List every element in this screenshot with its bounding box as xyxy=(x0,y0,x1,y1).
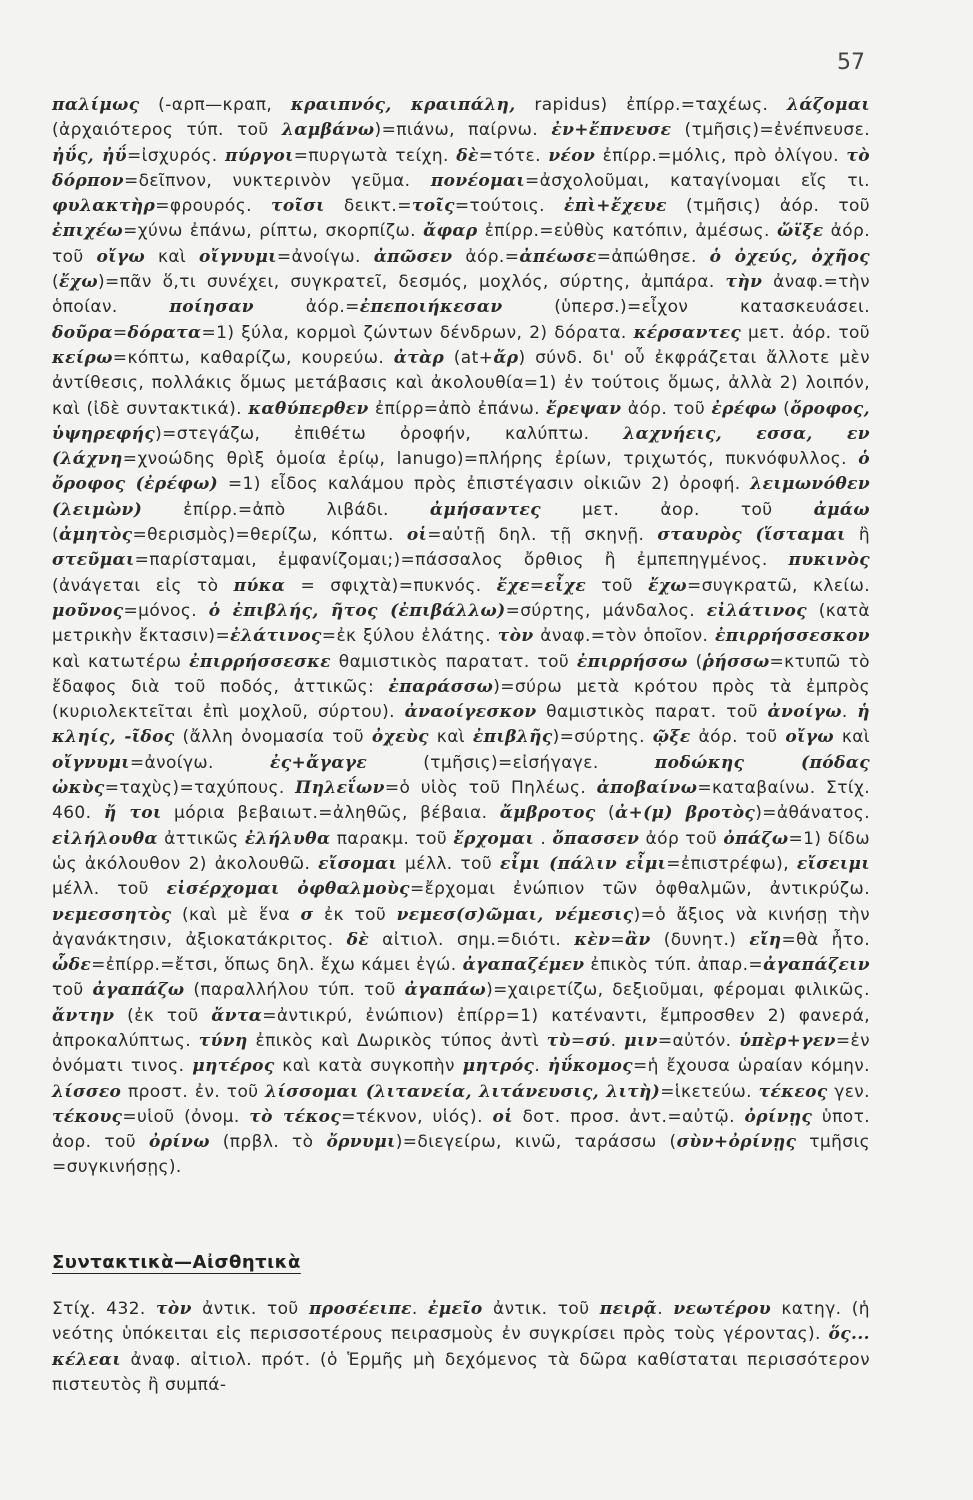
lemma: δὲ xyxy=(346,929,370,950)
gloss-text xyxy=(280,879,298,899)
lemma: οἱ xyxy=(406,525,428,546)
gloss-text: μέλλ. τοῦ xyxy=(397,853,500,874)
lemma: εἶμι (πάλιν εἶμι xyxy=(499,853,667,874)
lemma: ἐπιχέω xyxy=(52,221,124,242)
gloss-text: )=ἀθάνατος. xyxy=(755,803,870,824)
gloss-text: = xyxy=(610,929,625,950)
body-text: ἀναφ. αἰτιολ. πρότ. (ὁ Ἑρμῆς μὴ δεχόμενος τὰ δῶρα καθίσταται περισσότερον πιστευτὸς ἢ συμπά- xyxy=(52,1349,870,1395)
body-text: . xyxy=(411,1299,428,1319)
lemma: δοῦρα xyxy=(52,322,113,343)
lemma: κραιπνός, κραιπάλη, xyxy=(290,95,516,115)
gloss-text: )=διεγείρω, κινῶ, ταράσσω ( xyxy=(395,1132,677,1153)
lemma: λίσσεο xyxy=(52,1081,122,1102)
gloss-text: rapidus) ἐπίρρ.=ταχέως. xyxy=(515,95,787,115)
lemma: ἐς+ἄγαγε xyxy=(270,752,368,773)
gloss-text: =αὐτῇ δηλ. τῇ σκηνῇ. xyxy=(427,525,658,546)
gloss-text: = xyxy=(570,1030,586,1051)
gloss-text: . xyxy=(841,702,858,723)
lemma: ὧδε xyxy=(52,955,92,976)
lemma: τὺ xyxy=(546,1030,571,1051)
lemma: ἐπιρρήσσω xyxy=(576,651,688,672)
gloss-text: )=πιάνω, παίρνω. xyxy=(374,120,552,141)
lemma: ἀνοίγω xyxy=(767,702,842,723)
syntax-paragraph xyxy=(52,1297,870,1398)
body-text: Στίχ. 432. xyxy=(52,1299,157,1319)
gloss-text: =τέκνον, υἱός). xyxy=(341,1106,493,1127)
lemma: ἔχε xyxy=(496,575,530,596)
gloss-text: τμῆσις =συγκινήσῃς). xyxy=(52,1132,870,1178)
gloss-text: (ἀνάγεται εἰς τὸ xyxy=(52,575,234,596)
gloss-text: =κόπτω, καθαρίζω, κουρεύω. xyxy=(112,347,394,368)
gloss-text: =τότε. xyxy=(478,145,549,166)
gloss-text: )=χαιρετίζω, δεξιοῦμαι, φέρομαι φιλικῶς. xyxy=(486,980,870,1001)
gloss-text: γεν. xyxy=(827,1081,870,1102)
lemma: ἀμητὸς xyxy=(59,525,133,546)
gloss-text: ἐκ τοῦ xyxy=(313,904,397,925)
body-text: κατηγ. (ἡ νεότης ὑπόκειται εἰς περισσοτέρους πειρασμοὺς ἐν συγκρίσει πρὸς τοὺς γέροντας). xyxy=(52,1299,870,1345)
lemma: ἐρέφω xyxy=(711,398,777,419)
gloss-text: ἀόρ. τοῦ xyxy=(690,727,786,748)
lemma: ἤ τοι xyxy=(103,803,162,824)
lemma: σταυρὸς (ἵσταμαι xyxy=(657,525,846,546)
lemma: ἄμβροτος xyxy=(499,803,596,824)
gloss-text: ὑποτ. ἀορ. τοῦ xyxy=(52,1106,871,1153)
gloss-text: ( xyxy=(52,272,60,293)
gloss-text: ) σύνδ. δι' οὗ ἐκφράζεται ἄλλοτε μὲν ἀντίθεσις, πολλάκις ὅμως μετάβασις καὶ ἀκολουθία=1) ἐν τούτοις ὅμως, ἀλλὰ 2) λοιπόν, καὶ (ἰδὲ συντακτικά). xyxy=(52,347,870,419)
body-text: . xyxy=(657,1299,674,1319)
gloss-text: ( xyxy=(776,398,791,419)
lemma: λαχνήεις, εσσα, εν (λάχνη xyxy=(52,423,870,470)
gloss-text: ἐπίρρ.=μόλις, πρὸ ὀλίγου. xyxy=(595,145,847,166)
gloss-text: ( xyxy=(595,803,615,824)
gloss-text: (καὶ μὲ ἕνα xyxy=(171,904,301,925)
lemma: ἀγαπάζειν xyxy=(763,955,870,976)
gloss-text: ἀττικῶς xyxy=(157,828,245,849)
gloss-text: (κατὰ μετρικὴν ἔκτασιν)= xyxy=(52,600,871,647)
gloss-text: =κτυπῶ τὸ ἔδαφος διὰ τοῦ ποδός, ἀττικῶς: xyxy=(52,651,870,697)
gloss-text: =χύνω ἐπάνω, ρίπτω, σκορπίζω. xyxy=(123,221,424,242)
lemma: ὄπασσεν xyxy=(552,828,640,849)
lemma: οἴγω xyxy=(785,727,834,748)
lemma: ἀμήσαντες xyxy=(429,499,541,520)
lemma: δὲ xyxy=(456,145,479,166)
gloss-text: ἀναφ.=τὴν ὁποίαν. xyxy=(52,272,870,318)
gloss-text: τοῦ xyxy=(52,980,93,1001)
lemma: ἐλάτινος xyxy=(230,626,322,647)
gloss-text: =ἀνοίγω. xyxy=(276,246,374,267)
gloss-text: = xyxy=(529,575,545,596)
lemma: ἐπὶ+ἔχευε xyxy=(564,196,667,217)
gloss-text: =θὰ ἦτο. xyxy=(781,929,871,950)
lemma: ἡ κληίς, -ῖδος xyxy=(52,702,871,748)
gloss-text: αἰτιολ. σημ.=διότι. xyxy=(369,929,575,950)
gloss-text: =υἱοῦ (ὀνομ. xyxy=(122,1106,250,1127)
gloss-text: . xyxy=(534,1056,548,1077)
gloss-text: (at+ xyxy=(444,347,494,368)
gloss-text: =ἀσχολοῦμαι, καταγίνομαι εἴς τι. xyxy=(525,170,870,191)
gloss-text: (τμῆσις)=ἐνέπνευσε. xyxy=(671,120,870,141)
gloss-text: καὶ κατὰ συγκοπὴν xyxy=(274,1056,463,1077)
lemma: σύ xyxy=(585,1030,611,1051)
lemma: τύνη xyxy=(198,1030,248,1051)
gloss-text: ἀόρ.= xyxy=(452,246,520,267)
gloss-text: =ἐν ὀνόματι τινος. xyxy=(52,1030,870,1077)
lemma: ῷξε xyxy=(652,727,691,748)
gloss-text: μετ. ἀόρ. τοῦ xyxy=(741,322,870,343)
lemma: ἀγαπάω xyxy=(404,980,487,1001)
body-text: ἀντικ. τοῦ xyxy=(482,1299,600,1319)
gloss-text: =ἐπιστρέφω), xyxy=(666,853,797,874)
lemma: εἴη xyxy=(749,929,782,950)
gloss-text: = xyxy=(112,322,128,343)
lemma: ποδώκης (πόδας ὠκὺς xyxy=(52,752,870,799)
lemma: νέον xyxy=(548,145,596,166)
lemma: σὺν+ὀρίνῃς xyxy=(676,1132,797,1153)
lemma: ὀχεὺς xyxy=(371,727,429,748)
lemma: ἔχω xyxy=(59,272,98,293)
gloss-text: = σφιχτὰ)=πυκνός. xyxy=(285,575,497,596)
lemma: ὑπὲρ+γεν xyxy=(739,1030,836,1051)
gloss-text: =ἀνοίγω. xyxy=(129,752,270,773)
gloss-text: ἀόρ τοῦ xyxy=(639,828,724,849)
gloss-text: =ἱκετεύω. xyxy=(660,1081,759,1102)
lemma: λαμβάνω xyxy=(281,120,375,141)
lemma: εἶχε xyxy=(544,575,587,596)
gloss-text: δεικτ.= xyxy=(324,196,412,217)
lemma: ἀγαπαζέμεν xyxy=(462,955,585,976)
lemma: ἂν xyxy=(624,929,651,950)
gloss-text: =ἰσχυρός. xyxy=(126,145,226,166)
lemma: ὄροφος, ὑψηρεφής xyxy=(52,398,870,444)
gloss-text: =σύρτης, μάνδαλος. xyxy=(505,600,707,621)
gloss-text: )=σύρτης. xyxy=(552,727,653,748)
lemma: ὄρνυμι xyxy=(326,1132,396,1153)
gloss-text: )=πᾶν ὅ,τι συνέχει, συγκρατεῖ, δεσμός, μοχλός, σύρτης, ἀμπάρα. xyxy=(97,272,726,293)
lemma: τοῖς xyxy=(411,196,455,217)
gloss-text: =ἐπίρρ.=ἔτσι, ὅπως δηλ. ἔχω κάμει ἐγώ. xyxy=(91,955,463,976)
gloss-text: θαμιστικὸς παρατ. τοῦ xyxy=(536,702,768,723)
term: τὸν xyxy=(156,1299,192,1319)
gloss-text: =1) δίδω ὡς ἀκόλουθον 2) ἀκολουθῶ. xyxy=(52,828,870,874)
lemma: τὸ δόρπον xyxy=(52,145,870,191)
gloss-text: μέλλ. τοῦ xyxy=(52,879,167,900)
gloss-text: ἀναφ.=τὸν ὁποῖον. xyxy=(533,626,715,647)
gloss-text: . xyxy=(534,828,553,849)
lemma: ἔρχομαι xyxy=(453,828,535,849)
lemma: μητέρος xyxy=(192,1056,275,1077)
lemma: πύργοι xyxy=(225,145,294,166)
lemma: ἠΰς, ἠΰ xyxy=(52,145,127,166)
gloss-text: (-αρπ—κραπ, xyxy=(139,95,291,115)
gloss-text: ( xyxy=(687,651,703,672)
term: νεωτέρου xyxy=(673,1299,772,1319)
lemma: εἴσειμι xyxy=(796,853,870,874)
lemma: μητρός xyxy=(462,1056,535,1077)
lemma: ὤϊξε xyxy=(777,221,824,242)
lemma: ὀπάζω xyxy=(723,828,789,849)
gloss-text: =παρίσταμαι, ἐμφανίζομαι;)=πάσσαλος ὄρθιος ἢ ἐμπεπηγμένος. xyxy=(134,550,789,571)
gloss-text: =μόνος. xyxy=(123,600,209,621)
gloss-text: μετ. ἀορ. τοῦ xyxy=(540,499,814,520)
lemma: εἰσέρχομαι xyxy=(166,879,280,900)
gloss-text: ἐπίρρ=ἀπὸ ἐπάνω. xyxy=(368,398,547,419)
lemma: πυκινὸς xyxy=(788,550,870,571)
lemma: ἀποβαίνω xyxy=(596,778,698,799)
lemma: ἀπέωσε xyxy=(519,246,597,267)
lemma: ὀρίνω xyxy=(148,1132,210,1153)
lemma: λίσσομαι (λιτανεία, λιτάνευσις, λιτὴ) xyxy=(265,1081,661,1102)
gloss-text: )=ὁ ἄξιος νὰ κινήσῃ τὴν ἀγανάκτησιν, ἀξιοκατάκριτος. xyxy=(52,904,870,950)
gloss-text: )=σύρω μετὰ κρότου πρὸς τὰ ἐμπρὸς (κυριολεκτεῖται ἐπὶ μοχλοῦ, σύρτου). xyxy=(52,676,870,723)
lemma: ἄφαρ xyxy=(423,221,478,242)
lemma: τὴν xyxy=(725,272,763,293)
lemma: ἠΰκομος xyxy=(547,1056,633,1077)
lemma: κέρσαντες xyxy=(633,322,742,343)
lemma: νεμεσ(σ)ῶμαι, νέμεσις xyxy=(396,904,634,925)
lemma: Πηλεΐων xyxy=(295,778,385,799)
gloss-text: =φρουρός. xyxy=(155,196,271,217)
lemma: νεμεσσητὸς xyxy=(52,904,172,925)
gloss-text: )=στεγάζω, ἐπιθέτω ὀροφήν, καλύπτω. xyxy=(155,423,624,444)
gloss-text: =ἀπώθησε. xyxy=(596,246,710,267)
lemma: ἔρεψαν xyxy=(546,398,622,419)
gloss-text: . xyxy=(610,1030,625,1051)
lemma: οἴγνυμι xyxy=(52,752,130,773)
lemma: ἄντα xyxy=(211,1005,263,1026)
gloss-text: καὶ κατωτέρω xyxy=(52,651,190,672)
gloss-text: ἐπικὸς καὶ Δωρικὸς τύπος ἀντὶ xyxy=(247,1030,547,1051)
gloss-text: ἀόρ. τοῦ xyxy=(52,221,871,267)
lemma: ἐπαράσσω xyxy=(388,676,494,697)
gloss-text: =αὐτόν. xyxy=(657,1030,740,1051)
gloss-text: =ἡ ἔχουσα ὡραίαν κόμην. xyxy=(633,1056,870,1077)
section-heading: Συντακτικὰ—Αἰσθητικὰ xyxy=(52,1252,301,1273)
gloss-text: ἀόρ.= xyxy=(254,297,360,318)
gloss-text: =τούτοις. xyxy=(454,196,565,217)
lemma: ἀμάω xyxy=(813,499,870,520)
gloss-text: =ἐκ ξύλου ἐλάτης. xyxy=(321,626,498,647)
gloss-text: καὶ xyxy=(145,246,199,267)
gloss-text: ἢ xyxy=(845,525,871,546)
gloss-text: καὶ xyxy=(833,727,870,748)
lemma: ἄντην xyxy=(52,1005,115,1026)
lemma: ἐλήλυθα xyxy=(244,828,331,849)
lemma: φυλακτὴρ xyxy=(52,196,156,217)
lemma: ἀπῶσεν xyxy=(373,246,453,267)
gloss-text: =ταχὺς)=ταχύπους. xyxy=(104,778,296,799)
lemma: τοῖσι xyxy=(270,196,325,217)
gloss-text: ἀόρ. τοῦ xyxy=(621,398,712,419)
lemma: πονέομαι xyxy=(430,170,526,191)
gloss-text: =συγκρατῶ, κλείω. xyxy=(686,575,871,596)
gloss-text: θαμιστικὸς παρατατ. τοῦ xyxy=(330,651,577,672)
lemma: ἀγαπάζω xyxy=(92,980,185,1001)
gloss-text: =καταβαίνω. Στίχ. 460. xyxy=(52,778,871,824)
lemma: ἐν+ἔπνευσε xyxy=(551,120,672,141)
gloss-text: παρακμ. τοῦ xyxy=(330,828,454,849)
body-text: ἀντικ. τοῦ xyxy=(191,1299,309,1319)
gloss-text: (παραλλήλου τύπ. τοῦ xyxy=(184,980,405,1001)
lemma: ποίησαν xyxy=(169,297,255,318)
gloss-text: =ἀντικρύ, ἐνώπιον) ἐπίρρ=1) κατέναντι, ἔμπροσθεν 2) φανερά, ἀπροκαλύπτως. xyxy=(52,1005,870,1051)
gloss-text: ( xyxy=(52,525,60,546)
lemma: τὸν xyxy=(497,626,534,647)
gloss-text: =χνοώδης θρὶξ ὁμοία ἐρίῳ, lanugo)=πλήρης ἐρίων, τριχωτός, πυκνόφυλλος. xyxy=(122,449,859,470)
lemma: δόρατα xyxy=(127,322,202,343)
gloss-text: =ἔρχομαι ἐνώπιον τῶν ὀφθαλμῶν, ἀντικρύζω. xyxy=(409,879,870,900)
gloss-text: =πυργωτὰ τείχη. xyxy=(293,145,457,166)
gloss-text: ἐπίρρ.=εὐθὺς κατόπιν, ἀμέσως. xyxy=(477,221,778,242)
lemma: ῥήσσω xyxy=(702,651,770,672)
gloss-text: (τμῆσις) ἀόρ. τοῦ xyxy=(666,196,871,217)
lemma: ἐπεποιήκεσαν xyxy=(359,297,503,318)
lemma: παλίμως xyxy=(52,95,140,115)
term: πειρᾷ xyxy=(599,1299,658,1319)
gloss-text: (δυνητ.) xyxy=(650,929,750,950)
lemma: οἴγω xyxy=(96,246,146,267)
term: κέλεαι xyxy=(52,1349,122,1370)
lemma: μιν xyxy=(624,1030,658,1051)
gloss-text: ἐπικὸς τύπ. ἀπαρ.= xyxy=(584,955,764,976)
lemma: ὀρίνῃς xyxy=(744,1106,813,1127)
page-number: 57 xyxy=(837,50,865,75)
term: ἐμεῖο xyxy=(427,1299,483,1319)
lemma: στεῦμαι xyxy=(52,550,135,571)
gloss-text: =δεῖπνον, νυκτερινὸν γεῦμα. xyxy=(123,170,431,191)
lemma: πύκα xyxy=(233,575,286,596)
lemma: ἀτὰρ xyxy=(393,347,445,368)
gloss-text: (ἐκ τοῦ xyxy=(114,1005,212,1026)
lemma: εἴσομαι xyxy=(318,853,398,874)
gloss-text: (ἀρχαιότερος τύπ. τοῦ xyxy=(52,120,282,141)
term: ὅς... xyxy=(828,1324,870,1345)
lemma: ἐπιρρήσσεσκε xyxy=(189,651,331,672)
lemma: ὁ ὄροφος (ἐρέφω) xyxy=(52,449,870,495)
lemma: ἐπιρρήσσεσκον xyxy=(715,626,870,647)
lemma: εἰλήλουθα xyxy=(52,828,158,849)
gloss-text: (ἄλλη ὀνομασία τοῦ xyxy=(174,727,372,748)
lemma: καθύπερθεν xyxy=(248,398,369,419)
lemma: μοῦνος xyxy=(52,600,124,621)
lemma: λειμωνόθεν (λειμὼν) xyxy=(52,474,871,520)
lemma: τέκους xyxy=(52,1106,123,1127)
lemma: εἰλάτινος xyxy=(706,600,808,621)
lemma: σ xyxy=(300,904,314,925)
gloss-text: (τμῆσις)=εἰσήγαγε. xyxy=(367,752,655,773)
lemma: ἔχω xyxy=(648,575,687,596)
lemma: κείρω xyxy=(52,347,113,368)
glossary-paragraph xyxy=(52,93,870,1181)
lemma: ἐπιβλῆς xyxy=(472,727,553,748)
gloss-text: ἐπίρρ.=ἀπὸ λιβάδι. xyxy=(142,499,430,520)
lemma: κὲν xyxy=(574,929,611,950)
lemma: ἀναοίγεσκον xyxy=(404,702,537,723)
lemma: τέκεος xyxy=(758,1081,828,1102)
gloss-text: =θερισμὸς)=θερίζω, κόπτω. xyxy=(132,525,407,546)
lemma: ἄρ xyxy=(493,347,519,368)
gloss-text: τοῦ xyxy=(586,575,649,596)
gloss-text: μόρια βεβαιωτ.=ἀληθῶς, βέβαια. xyxy=(161,803,500,824)
gloss-text: (πρβλ. τὸ xyxy=(209,1132,327,1153)
lemma: ὁ ἐπιβλής, ῆτος (ἐπιβάλλω) xyxy=(208,600,506,621)
gloss-text: καὶ xyxy=(428,727,473,748)
gloss-text: =1) εἶδος καλάμου πρὸς ἐπιστέγασιν οἰκιῶν 2) ὀροφή. xyxy=(218,474,751,495)
gloss-text: (ὑπερσ.)=εἶχον κατασκευάσει. xyxy=(502,297,870,318)
lemma: ὁ ὀχεύς, ὀχῆος xyxy=(709,246,870,267)
gloss-text: =1) ξύλα, κορμοὶ ζώντων δένδρων, 2) δόρατα. xyxy=(201,322,634,343)
lemma: ὀφθαλμοὺς xyxy=(297,879,410,900)
lemma: τὸ τέκος xyxy=(249,1106,342,1127)
lemma: οἴγνυμι xyxy=(198,246,277,267)
lemma: ἀ+(μ) βροτὸς xyxy=(614,803,756,824)
lemma: λάζομαι xyxy=(787,95,870,115)
gloss-text: δοτ. προσ. ἀντ.=αὐτῷ. xyxy=(512,1106,745,1127)
gloss-text: προστ. ἐν. τοῦ xyxy=(121,1081,266,1102)
gloss-text: =ὁ υἱὸς τοῦ Πηλέως. xyxy=(384,778,597,799)
term: προσέειπε xyxy=(308,1299,412,1319)
lemma: οἱ xyxy=(492,1106,513,1127)
